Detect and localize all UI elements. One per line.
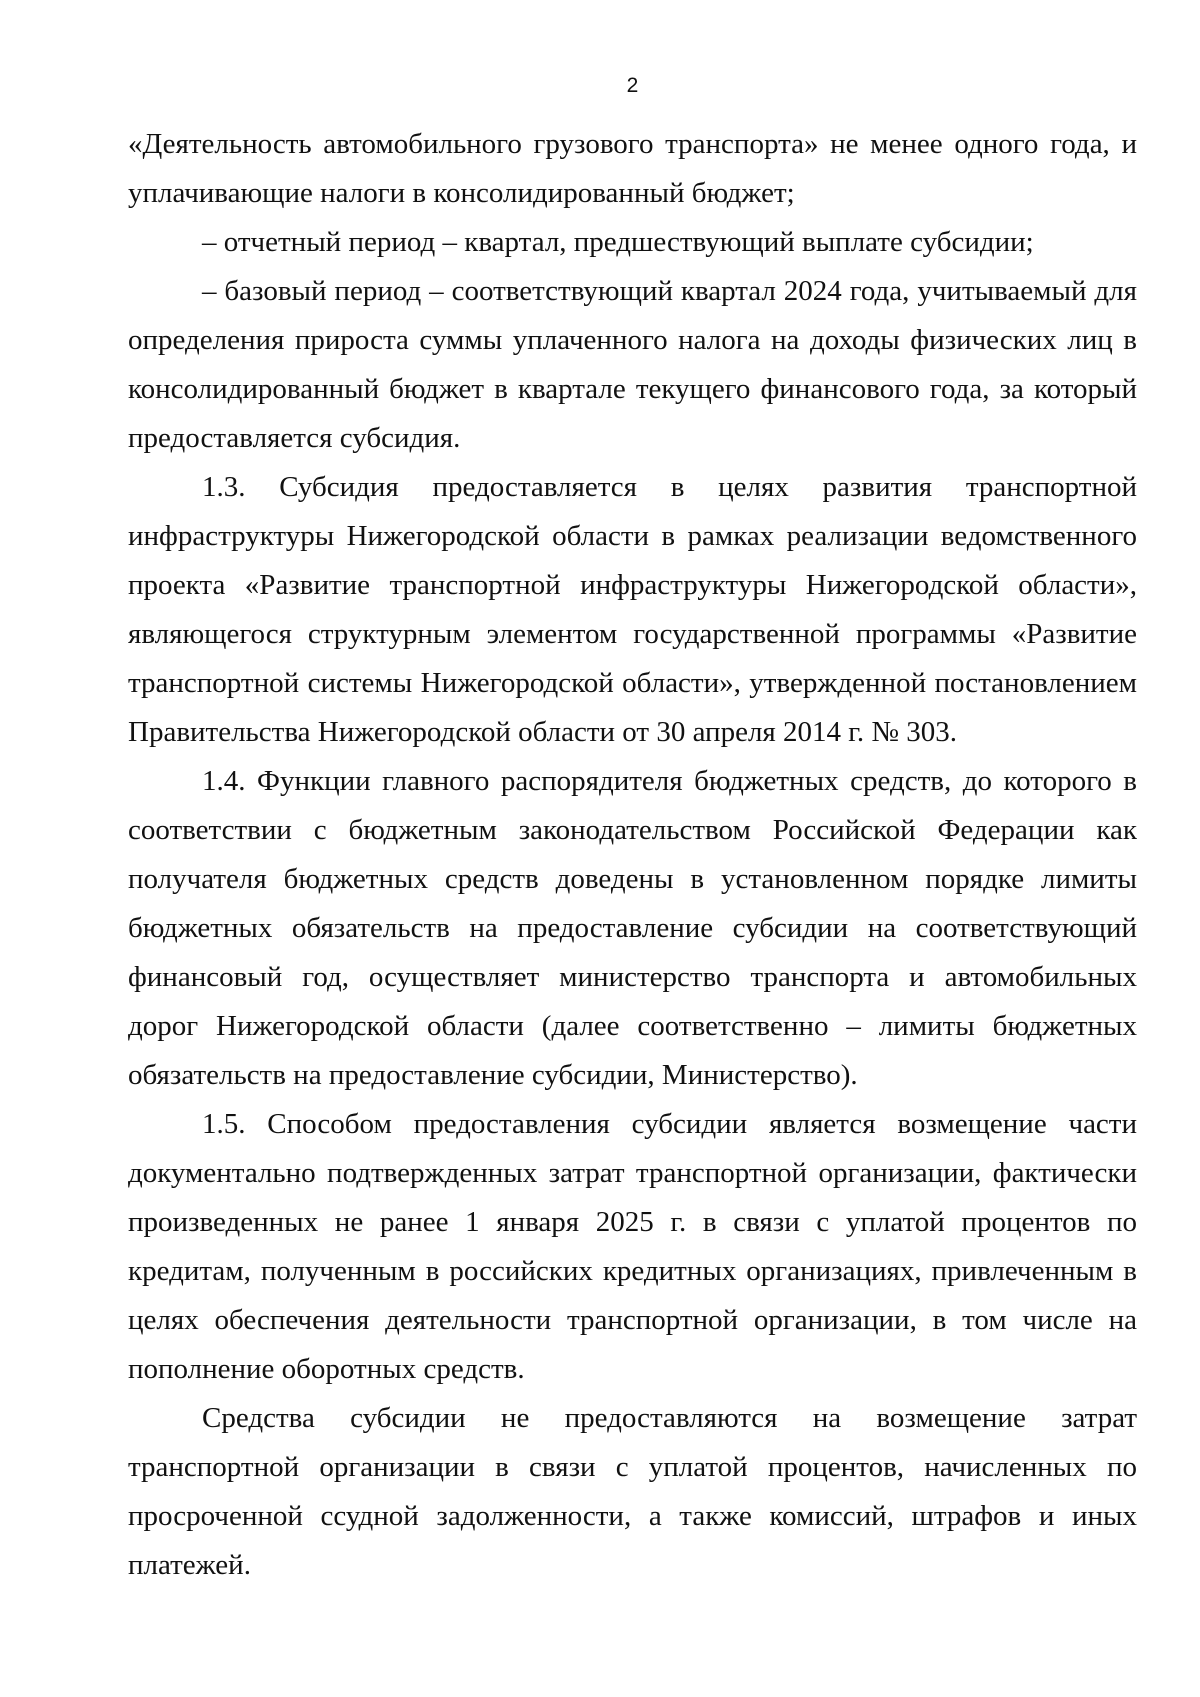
page-number: 2 xyxy=(626,74,639,97)
paragraph-continuation: «Деятельность автомобильного грузового транспорта» не менее одного года, и уплачивающие налоги в консолидированный бюджет; xyxy=(128,128,1137,209)
paragraph-1-5: 1.5. Способом предоставления субсидии является возмещение части документально подтвержденных затрат транспортной организации, фактически произведенных не ранее 1 января 2025 г. в связи с уплатой процентов по кредитам, полученным в российских кредитных организациях, привлеченным в целях обеспечения деятельности транспортной организации, в том числе на пополнение оборотных средств. xyxy=(128,1108,1137,1385)
paragraph-base-period: – базовый период – соответствующий квартал 2024 года, учитываемый для определения прироста суммы уплаченного налога на доходы физических лиц в консолидированный бюджет в квартале текущего финансового года, за который предоставляется субсидия. xyxy=(128,275,1137,454)
paragraph-reporting-period: – отчетный период – квартал, предшествующий выплате субсидии; xyxy=(202,226,1034,258)
paragraph-1-3: 1.3. Субсидия предоставляется в целях развития транспортной инфраструктуры Нижегородской области в рамках реализации ведомственного проекта «Развитие транспортной инфраструктуры Нижегородской области», являющегося структурным элементом государственной программы «Развитие транспортной системы Нижегородской области», утвержденной постановлением Правительства Нижегородской области от 30 апреля 2014 г. № 303. xyxy=(128,471,1137,748)
paragraph-subsidy-exclusions: Средства субсидии не предоставляются на возмещение затрат транспортной организации в связи с уплатой процентов, начисленных по просроченной ссудной задолженности, а также комиссий, штрафов и иных платежей. xyxy=(128,1402,1137,1581)
document-body xyxy=(128,120,1137,1590)
paragraph-1-4: 1.4. Функции главного распорядителя бюджетных средств, до которого в соответствии с бюджетным законодательством Российской Федерации как получателя бюджетных средств доведены в установленном порядке лимиты бюджетных обязательств на предоставление субсидии на соответствующий финансовый год, осуществляет министерство транспорта и автомобильных дорог Нижегородской области (далее соответственно – лимиты бюджетных обязательств на предоставление субсидии, Министерство). xyxy=(128,765,1137,1091)
